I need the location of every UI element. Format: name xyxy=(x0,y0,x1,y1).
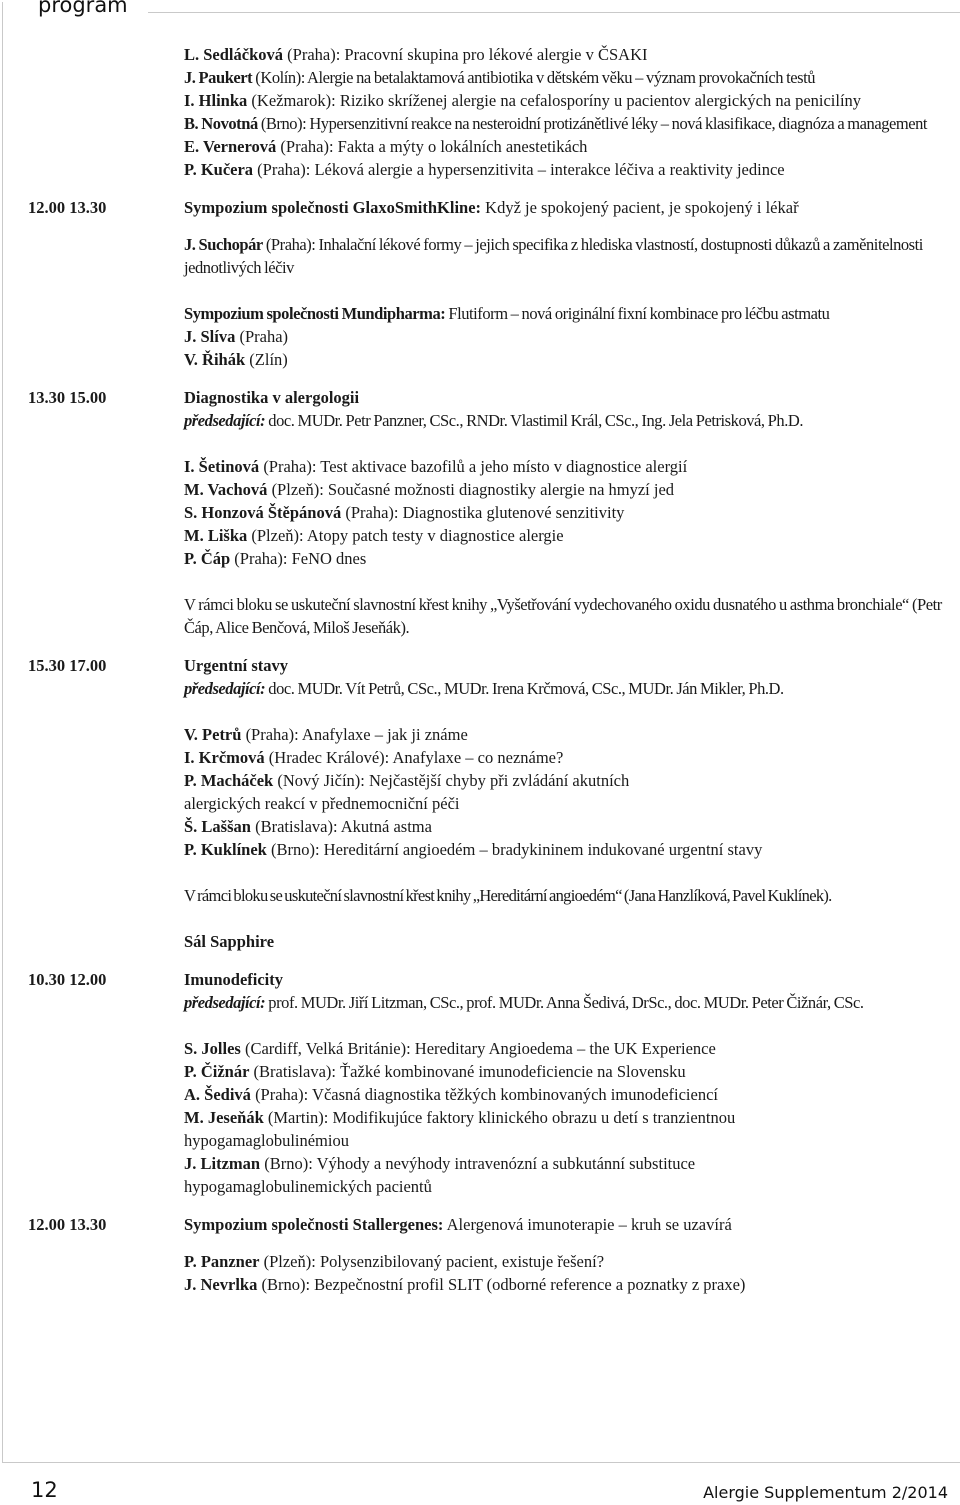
page-number: 12 xyxy=(31,1478,58,1502)
hall-title: Sál Sapphire xyxy=(184,932,275,951)
lecture-item: J. Litzman (Brno): Výhody a nevýhody intravenózní a subkutánní substituce hypogamaglobulinemických pacientů xyxy=(184,1154,696,1196)
lecture-item: S. Jolles (Cardiff, Velká Británie): Hereditary Angioedema – the UK Experience xyxy=(184,1039,716,1058)
lecture-item: M. Liška (Plzeň): Atopy patch testy v diagnostice alergie xyxy=(184,526,564,545)
session-chairs: předsedající: prof. MUDr. Jiří Litzman, CSc., prof. MUDr. Anna Šedivá, DrSc., doc. MUDr. Peter Čižnár, CSc. xyxy=(184,993,864,1012)
session-chairs: předsedající: doc. MUDr. Petr Panzner, CSc., RNDr. Vlastimil Král, CSc., Ing. Jela Petrisková, Ph.D. xyxy=(184,411,804,430)
block-glaxo-symposium xyxy=(0,196,960,371)
lecture-item: P. Čáp (Praha): FeNO dnes xyxy=(184,549,367,568)
slot-time: 13.30 15.00 xyxy=(28,388,107,407)
lecture-item: P. Čižnár (Bratislava): Ťažké kombinované imunodeficiencie na Slovensku xyxy=(184,1062,686,1081)
program-content xyxy=(0,43,960,1296)
lecture-item: M. Vachová (Plzeň): Současné možnosti diagnostiky alergie na hmyzí jed xyxy=(184,480,675,499)
lecture-item: Š. Laššan (Bratislava): Akutná astma xyxy=(184,817,432,836)
session-note: V rámci bloku se uskuteční slavnostní křest knihy „Vyšetřování vydechovaného oxidu dusnatého u asthma bronchiale“ (Petr Čáp, Alice Benčová, Miloš Jeseňák). xyxy=(184,595,942,637)
lecture-item: I. Hlinka (Kežmarok): Riziko skríženej alergie na cefalosporíny u pacientov alergických na penicilíny xyxy=(184,91,862,110)
session-chairs: předsedající: doc. MUDr. Vít Petrů, CSc., MUDr. Irena Krčmová, CSc., MUDr. Ján Mikler, Ph.D. xyxy=(184,679,784,698)
block-urgent-states xyxy=(0,654,960,953)
header-rule xyxy=(148,12,960,13)
lecture-item: J. Suchopár (Praha): Inhalační lékové formy – jejich specifika z hlediska vlastností, dostupnosti důkazů a zaměnitelnosti jednotlivých léčiv xyxy=(184,235,923,277)
session-title: Imunodeficity xyxy=(184,970,283,989)
speaker-item: J. Slíva (Praha) xyxy=(184,327,289,346)
lecture-item: I. Šetinová (Praha): Test aktivace bazofilů a jeho místo v diagnostice alergií xyxy=(184,457,688,476)
lecture-item: B. Novotná (Brno): Hypersenzitivní reakce na nesteroidní protizánětlivé léky – nová klasifikace, diagnóza a management xyxy=(184,114,928,133)
block-immunodeficiency xyxy=(0,968,960,1198)
lecture-item: I. Krčmová (Hradec Králové): Anafylaxe – co neznáme? xyxy=(184,748,564,767)
slot-time: 12.00 13.30 xyxy=(28,1215,107,1234)
block-drug-allergy-lectures xyxy=(0,43,960,181)
session-title: Sympozium společnosti GlaxoSmithKline: Když je spokojený pacient, je spokojený i lékař xyxy=(184,198,799,217)
lecture-item: P. Panzner (Plzeň): Polysenzibilovaný pacient, existuje řešení? xyxy=(184,1252,605,1271)
session-title: Urgentní stavy xyxy=(184,656,289,675)
session-note: V rámci bloku se uskuteční slavnostní křest knihy „Hereditární angioedém“ (Jana Hanzlíková, Pavel Kuklínek). xyxy=(184,886,832,905)
lecture-item: J. Nevrlka (Brno): Bezpečnostní profil SLIT (odborné reference a poznatky z praxe) xyxy=(184,1275,746,1294)
lecture-item: V. Petrů (Praha): Anafylaxe – jak ji známe xyxy=(184,725,468,744)
slot-time: 10.30 12.00 xyxy=(28,970,107,989)
session-title: Diagnostika v alergologii xyxy=(184,388,360,407)
lecture-item: S. Honzová Štěpánová (Praha): Diagnostika glutenové senzitivity xyxy=(184,503,625,522)
lecture-item: P. Kuklínek (Brno): Hereditární angioedém – bradykininem indukované urgentní stavy xyxy=(184,840,763,859)
session-title: Sympozium společnosti Stallergenes: Alergenová imunoterapie – kruh se uzavírá xyxy=(184,1215,732,1234)
journal-name: Alergie Supplementum 2/2014 xyxy=(703,1483,948,1502)
lecture-item: P. Kučera (Praha): Léková alergie a hypersenzitivita – interakce léčiva a reaktivity jedince xyxy=(184,160,785,179)
block-stallergenes-symposium xyxy=(0,1213,960,1296)
page-frame-bottom xyxy=(2,1462,960,1463)
block-diagnostics xyxy=(0,386,960,639)
section-label: program xyxy=(38,0,128,17)
lecture-item: M. Jeseňák (Martin): Modifikujúce faktory klinického obrazu u detí s tranzientnou hypogamaglobulinémiou xyxy=(184,1108,736,1150)
lecture-item: P. Macháček (Nový Jičín): Nejčastější chyby při zvládání akutních alergických reakcí v přednemocniční péči xyxy=(184,771,630,813)
slot-time: 15.30 17.00 xyxy=(28,656,107,675)
lecture-item: J. Paukert (Kolín): Alergie na betalaktamová antibiotika v dětském věku – význam provokačních testů xyxy=(184,68,816,87)
slot-time: 12.00 13.30 xyxy=(28,198,107,217)
session-title: Sympozium společnosti Mundipharma: Flutiform – nová originální fixní kombinace pro léčbu astmatu xyxy=(184,304,830,323)
lecture-item: E. Vernerová (Praha): Fakta a mýty o lokálních anestetikách xyxy=(184,137,588,156)
speaker-item: V. Řihák (Zlín) xyxy=(184,350,288,369)
lecture-item: L. Sedláčková (Praha): Pracovní skupina pro lékové alergie v ČSAKI xyxy=(184,45,648,64)
lecture-item: A. Šedivá (Praha): Včasná diagnostika těžkých kombinovaných imunodeficiencí xyxy=(184,1085,718,1104)
